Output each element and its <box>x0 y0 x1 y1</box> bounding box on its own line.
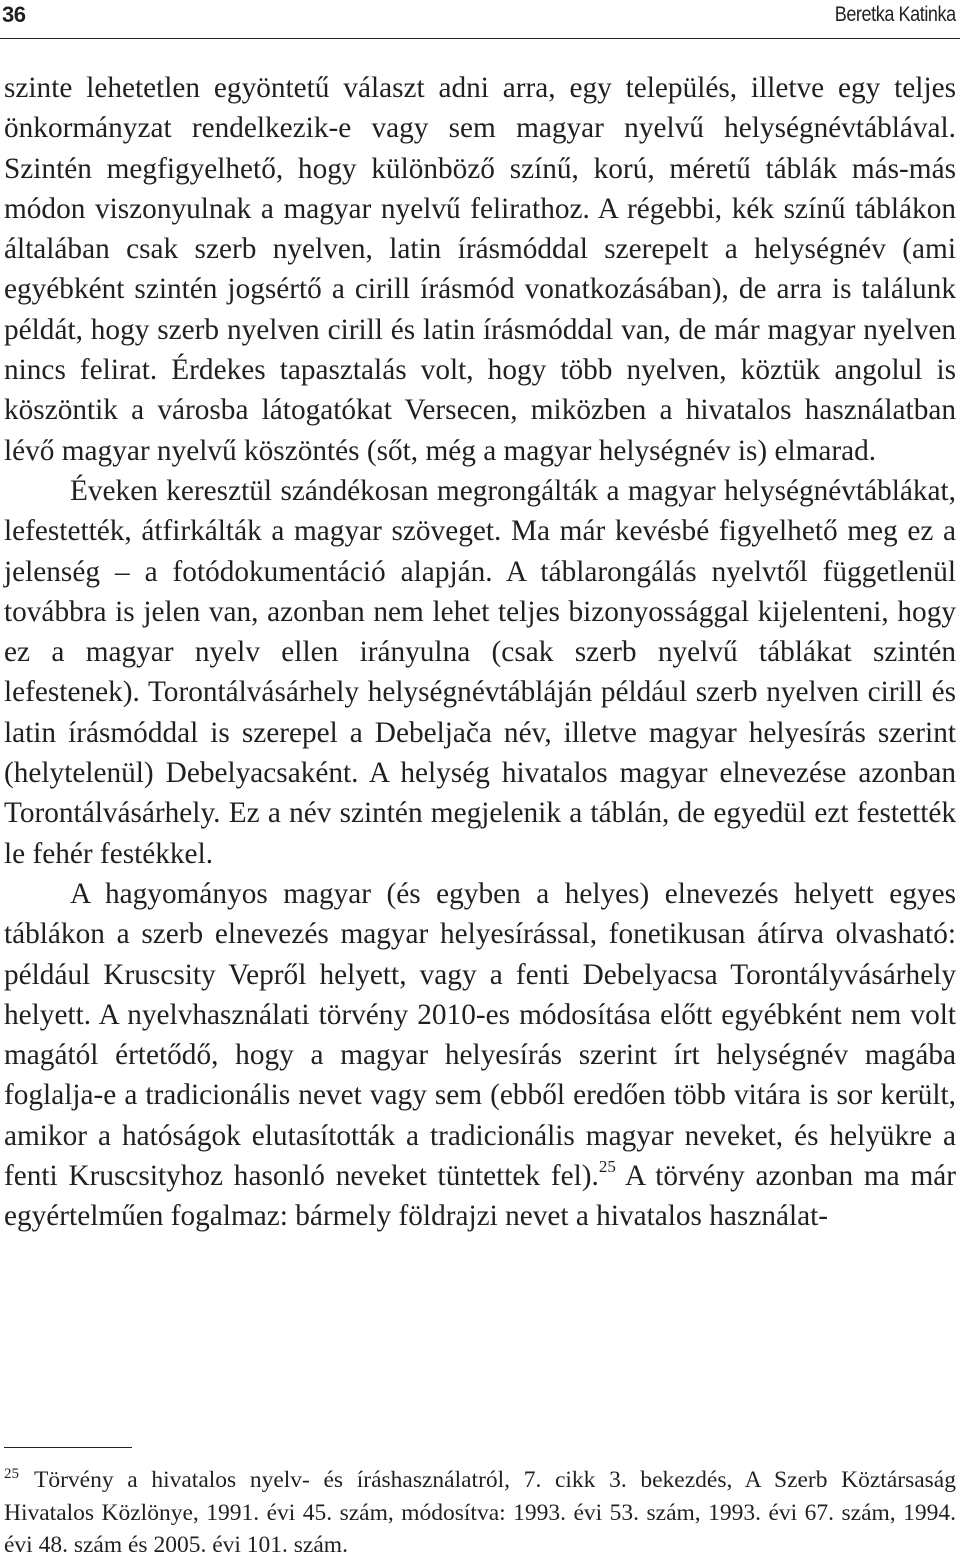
page-number: 36 <box>2 2 26 27</box>
paragraph-1-text: szinte lehetetlen egyöntetű választ adni arra, egy település, illetve egy teljes önkormányzat rendelkezik-e vagy sem magyar nyelvű helységnévtáblával. Szintén megfigyelhető, hogy különböző színű, korú, méretű táblák más-más módon viszonyulnak a magyar nyelvű felirathoz. A régebbi, kék színű táblákon általában csak szerb nyelven, latin írásmóddal szerepelt a helységnév (ami egyébként szintén jogsértő a cirill írásmód vonatkozásában), de arra is találunk példát, hogy szerb nyelven cirill és latin írásmóddal van, de már magyar nyelven nincs felirat. Érdekes tapasztalás volt, hogy több nyelven, köztük angolul is köszöntik a városba látogatókat Versecen, miközben a hivatalos használatban lévő magyar nyelvű köszöntés (sőt, még a magyar helységnév is) elmarad. <box>4 72 956 467</box>
footnote-25: 25 Törvény a hivatalos nyelv- és íráshasználatról, 7. cikk 3. bekezdés, A Szerb Köztársaság Hivatalos Közlönye, 1991. évi 45. szám, módosítva: 1993. évi 53. szám, 1993. évi 67. szám, 1994. évi 48. szám és 2005. évi 101. szám. <box>4 1466 956 1558</box>
paragraph-3-text-before-note: A hagyományos magyar (és egyben a helyes) elnevezés helyett egyes táblákon a szerb elnevezés magyar helyesírással, fonetikusan átírva olvasható: például Kruscsity Vepről helyett, vagy a fenti Debelyacsa Torontályvásárhely helyett. A nyelvhasználati törvény 2010-es módosítása előtt egyébként nem volt magától értetődő, hogy a magyar helyesírás szerint írt helységnév magába foglalja-e a tradicionális nevet vagy sem (ebből eredően több vitára is sor került, amikor a hatóságok elutasították a tradicionális magyar neveket, és helyükre a fenti Kruscsityhoz hasonló neveket tüntettek fel). <box>4 877 956 1193</box>
header-rule <box>0 38 960 39</box>
paragraph-2-text: Éveken keresztül szándékosan megrongálták a magyar helységnévtáblákat, lefestették, átfirkálták a magyar szöveget. Ma már kevésbé figyelhető meg ez a jelenség – a fotódokumentáció alapján. A táblarongálás nyelvtől függetlenül továbbra is jelen van, azonban nem lehet teljes bizonyossággal kijelenteni, hogy ez a magyar nyelv ellen irányulna (csak szerb nyelvű táblákat szintén lefestenek). Torontálvásárhely helységnévtábláján például szerb nyelven cirill és latin írásmóddal is szerepel a Debeljača név, illetve magyar helyesírás szerint (helytelenül) Debelyacsaként. A helység hivatalos magyar elnevezése azonban Torontálvásárhely. Ez a név szintén megjelenik a táblán, de egyedül ezt festették le fehér festékkel. <box>4 474 956 870</box>
paragraph-2 <box>4 471 956 874</box>
page-header <box>0 0 960 36</box>
paragraph-1 <box>4 68 956 471</box>
footnote-text: Törvény a hivatalos nyelv- és íráshasználatról, 7. cikk 3. bekezdés, A Szerb Köztársaság Hivatalos Közlönye, 1991. évi 45. szám, módosítva: 1993. évi 53. szám, 1993. évi 67. szám, 1994. évi 48. szám és 2005. évi 101. szám. <box>4 1467 956 1558</box>
body-text <box>4 68 956 1237</box>
running-head-author: Beretka Katinka <box>834 3 956 26</box>
footnote-reference-25[interactable]: 25 <box>598 1157 616 1177</box>
paragraph-3-text-after-note: A törvény azonban ma már egyértelműen fogalmaz: bármely földrajzi nevet a hivatalos használat- <box>4 1160 956 1233</box>
paragraph-3 <box>4 874 956 1237</box>
footnote-separator <box>4 1447 132 1448</box>
footnotes <box>4 1464 956 1562</box>
